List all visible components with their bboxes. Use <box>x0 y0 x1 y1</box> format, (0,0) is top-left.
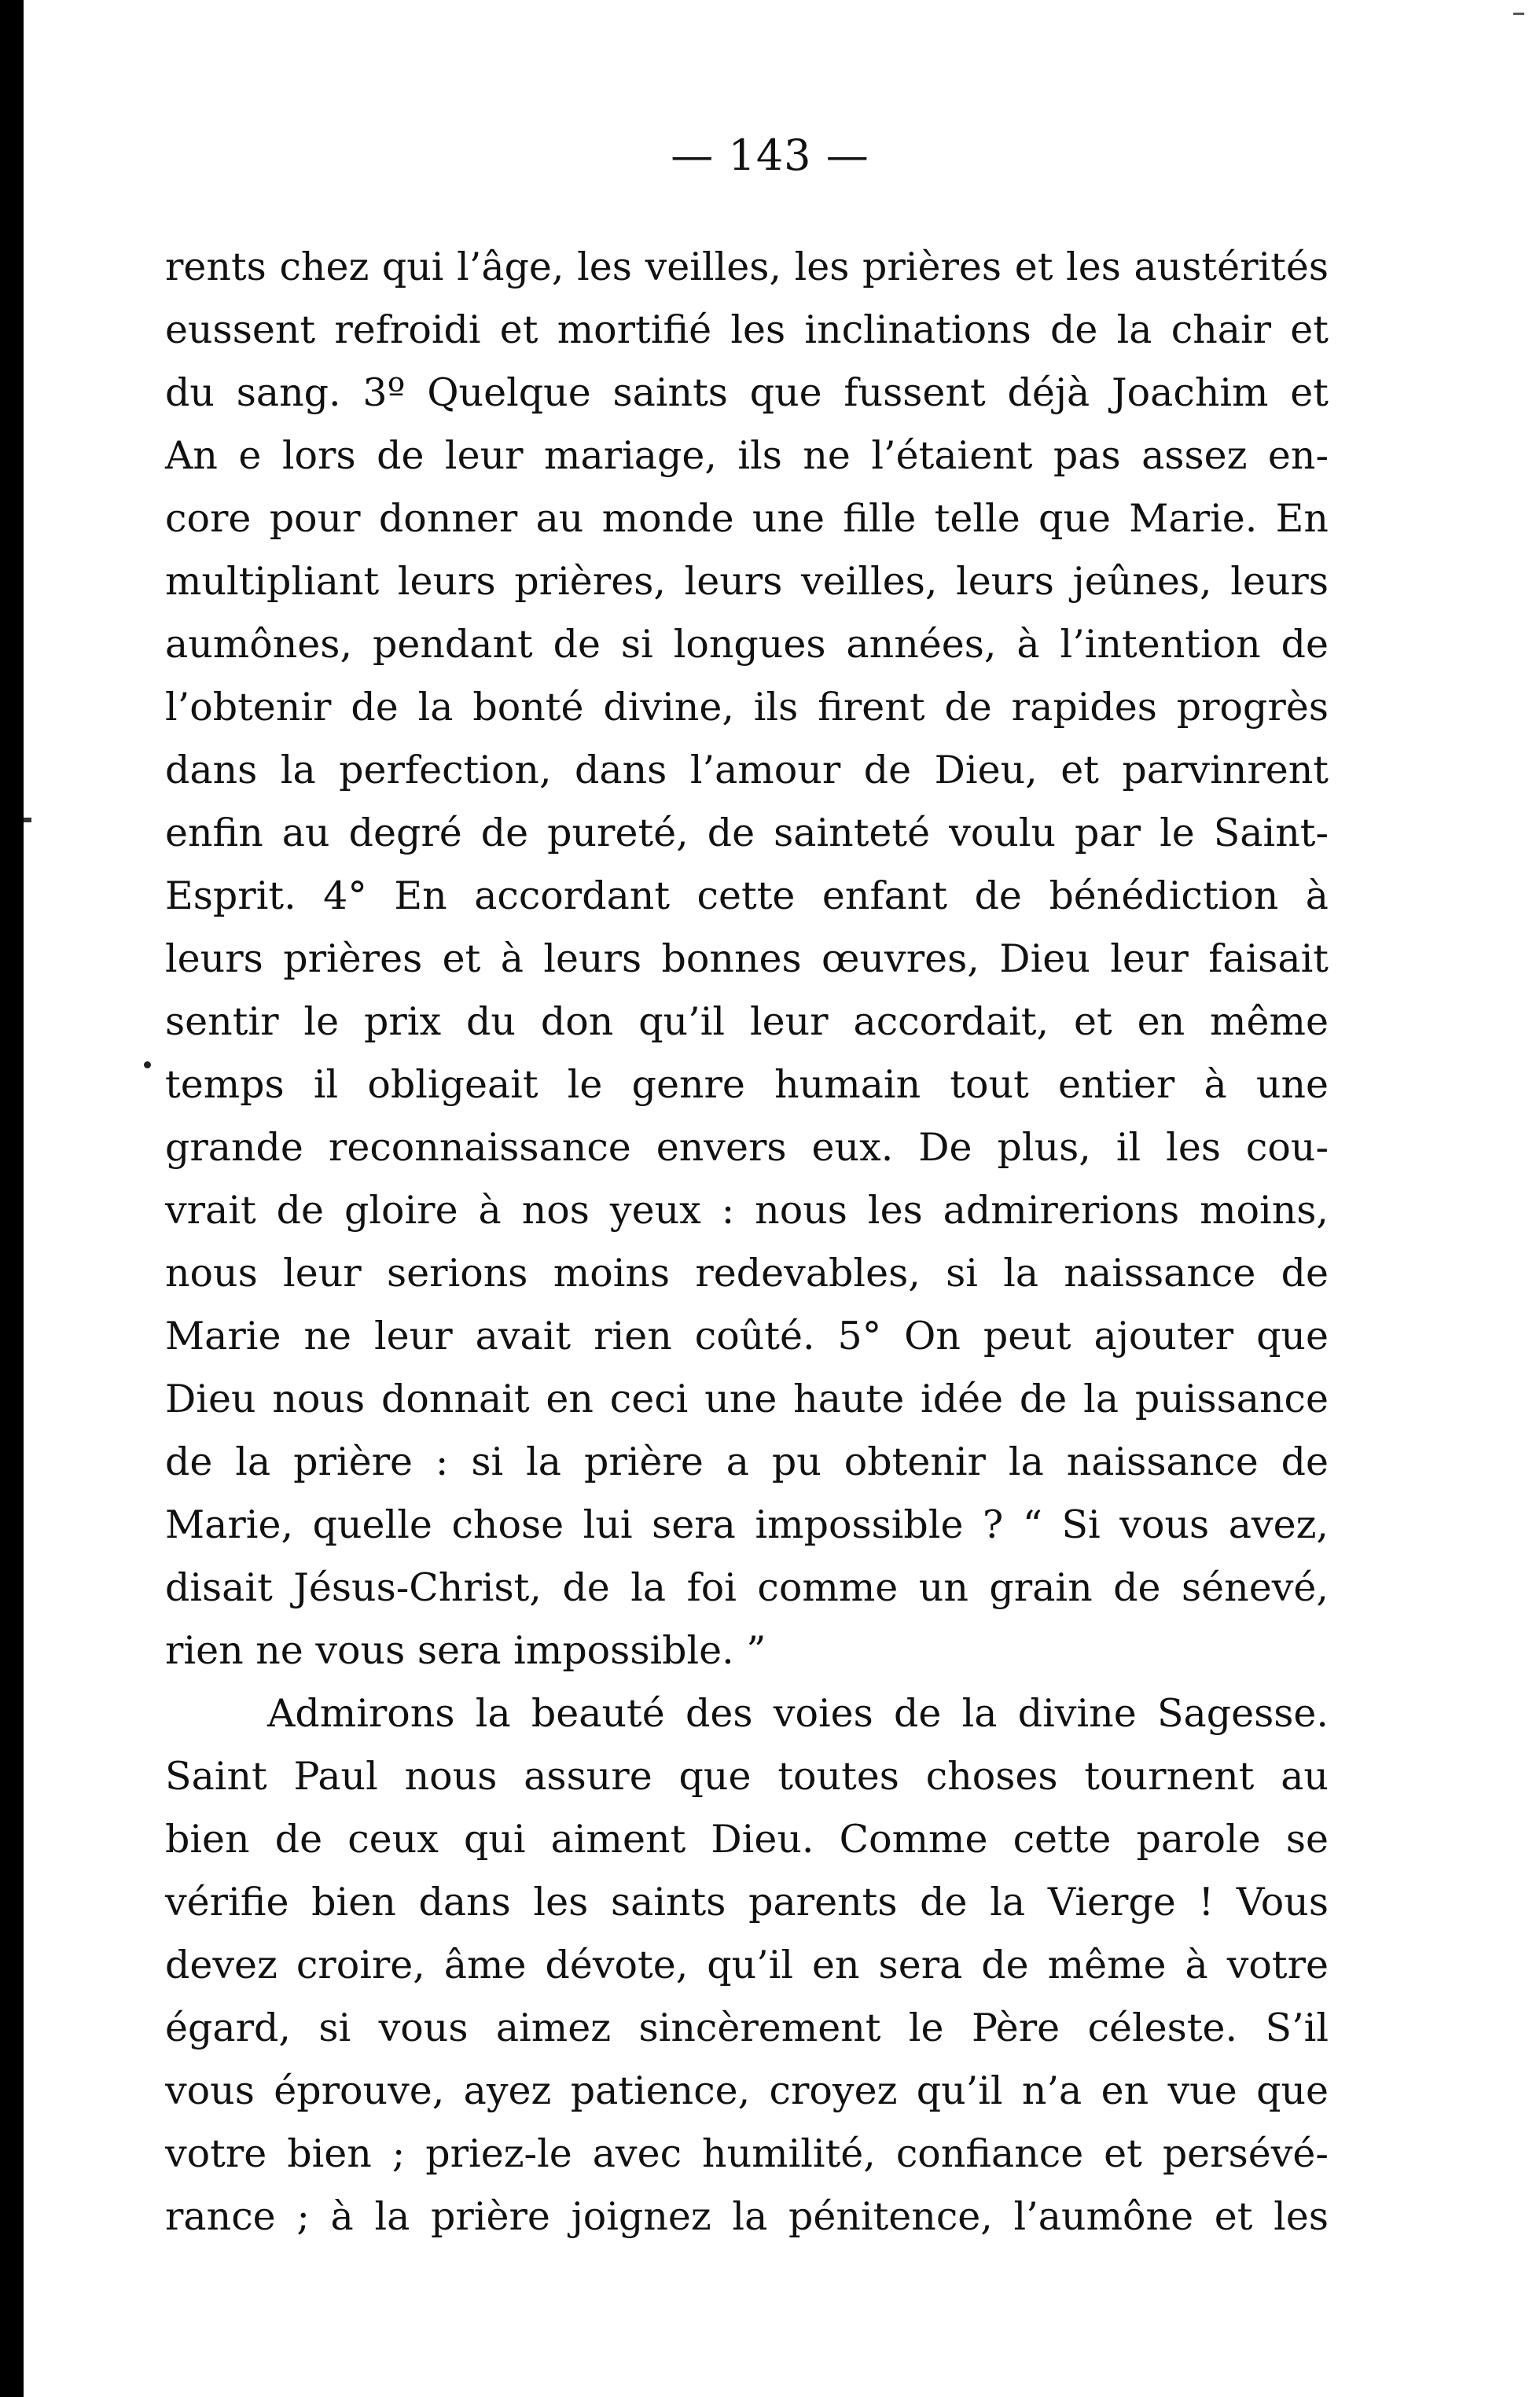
text-line: multipliant leurs prières, leurs veilles, leurs jeûnes, leurs <box>165 559 1329 604</box>
binding-edge <box>0 0 24 2397</box>
text-line: votre bien ; priez-le avec humilité, confiance et persévé- <box>165 2131 1329 2176</box>
text-line: nous leur serions moins redevables, si la naissance de <box>165 1251 1329 1296</box>
text-line: égard, si vous aimez sincèrement le Père céleste. S’il <box>165 2005 1329 2050</box>
text-line: de la prière : si la prière a pu obtenir la naissance de <box>165 1439 1329 1484</box>
text-line: eussent refroidi et mortifié les inclinations de la chair et <box>165 307 1329 352</box>
scan-artifact <box>1513 13 1524 15</box>
text-line: Marie, quelle chose lui sera impossible ? “ Si vous avez, <box>165 1502 1329 1547</box>
text-line: An e lors de leur mariage, ils ne l’étaient pas assez en- <box>165 433 1329 478</box>
scan-artifact <box>24 818 31 822</box>
text-line: disait Jésus-Christ, de la foi comme un grain de sénevé, <box>165 1565 1329 1610</box>
text-line: grande reconnaissance envers eux. De plus, il les cou- <box>165 1125 1329 1170</box>
text-line: bien de ceux qui aiment Dieu. Comme cette parole se <box>165 1817 1329 1862</box>
text-line: aumônes, pendant de si longues années, à l’intention de <box>165 622 1329 667</box>
text-line: Marie ne leur avait rien coûté. 5° On peut ajouter que <box>165 1314 1329 1358</box>
body-text <box>165 236 1329 2248</box>
text-line: rien ne vous sera impossible. ” <box>165 1628 766 1673</box>
text-line: vous éprouve, ayez patience, croyez qu’il n’a en vue que <box>165 2068 1329 2113</box>
text-line: l’obtenir de la bonté divine, ils firent de rapides progrès <box>165 685 1329 730</box>
page-number: — 143 — <box>671 131 869 180</box>
scan-artifact <box>144 1061 151 1068</box>
text-line: vérifie bien dans les saints parents de la Vierge ! Vous <box>165 1880 1329 1925</box>
text-line: rents chez qui l’âge, les veilles, les prières et les austérités <box>165 244 1329 289</box>
text-line: Saint Paul nous assure que toutes choses tournent au <box>165 1754 1329 1799</box>
text-line: vrait de gloire à nos yeux : nous les admirerions moins, <box>165 1188 1329 1233</box>
text-line: leurs prières et à leurs bonnes œuvres, Dieu leur faisait <box>165 936 1329 981</box>
text-line: temps il obligeait le genre humain tout entier à une <box>165 1062 1329 1107</box>
text-line: Admirons la beauté des voies de la divine Sagesse. <box>267 1691 1329 1736</box>
text-line: core pour donner au monde une fille telle que Marie. En <box>165 496 1329 541</box>
text-line: Esprit. 4° En accordant cette enfant de bénédiction à <box>165 873 1329 918</box>
text-line: sentir le prix du don qu’il leur accordait, et en même <box>165 999 1329 1044</box>
text-line: dans la perfection, dans l’amour de Dieu, et parvinrent <box>165 748 1329 792</box>
text-line: enfin au degré de pureté, de sainteté voulu par le Saint- <box>165 811 1329 855</box>
text-line: Dieu nous donnait en ceci une haute idée de la puissance <box>165 1377 1329 1421</box>
text-line: du sang. 3º Quelque saints que fussent déjà Joachim et <box>165 370 1329 415</box>
text-line: devez croire, âme dévote, qu’il en sera de même à votre <box>165 1943 1329 1987</box>
text-line: rance ; à la prière joignez la pénitence, l’aumône et les <box>165 2194 1329 2239</box>
